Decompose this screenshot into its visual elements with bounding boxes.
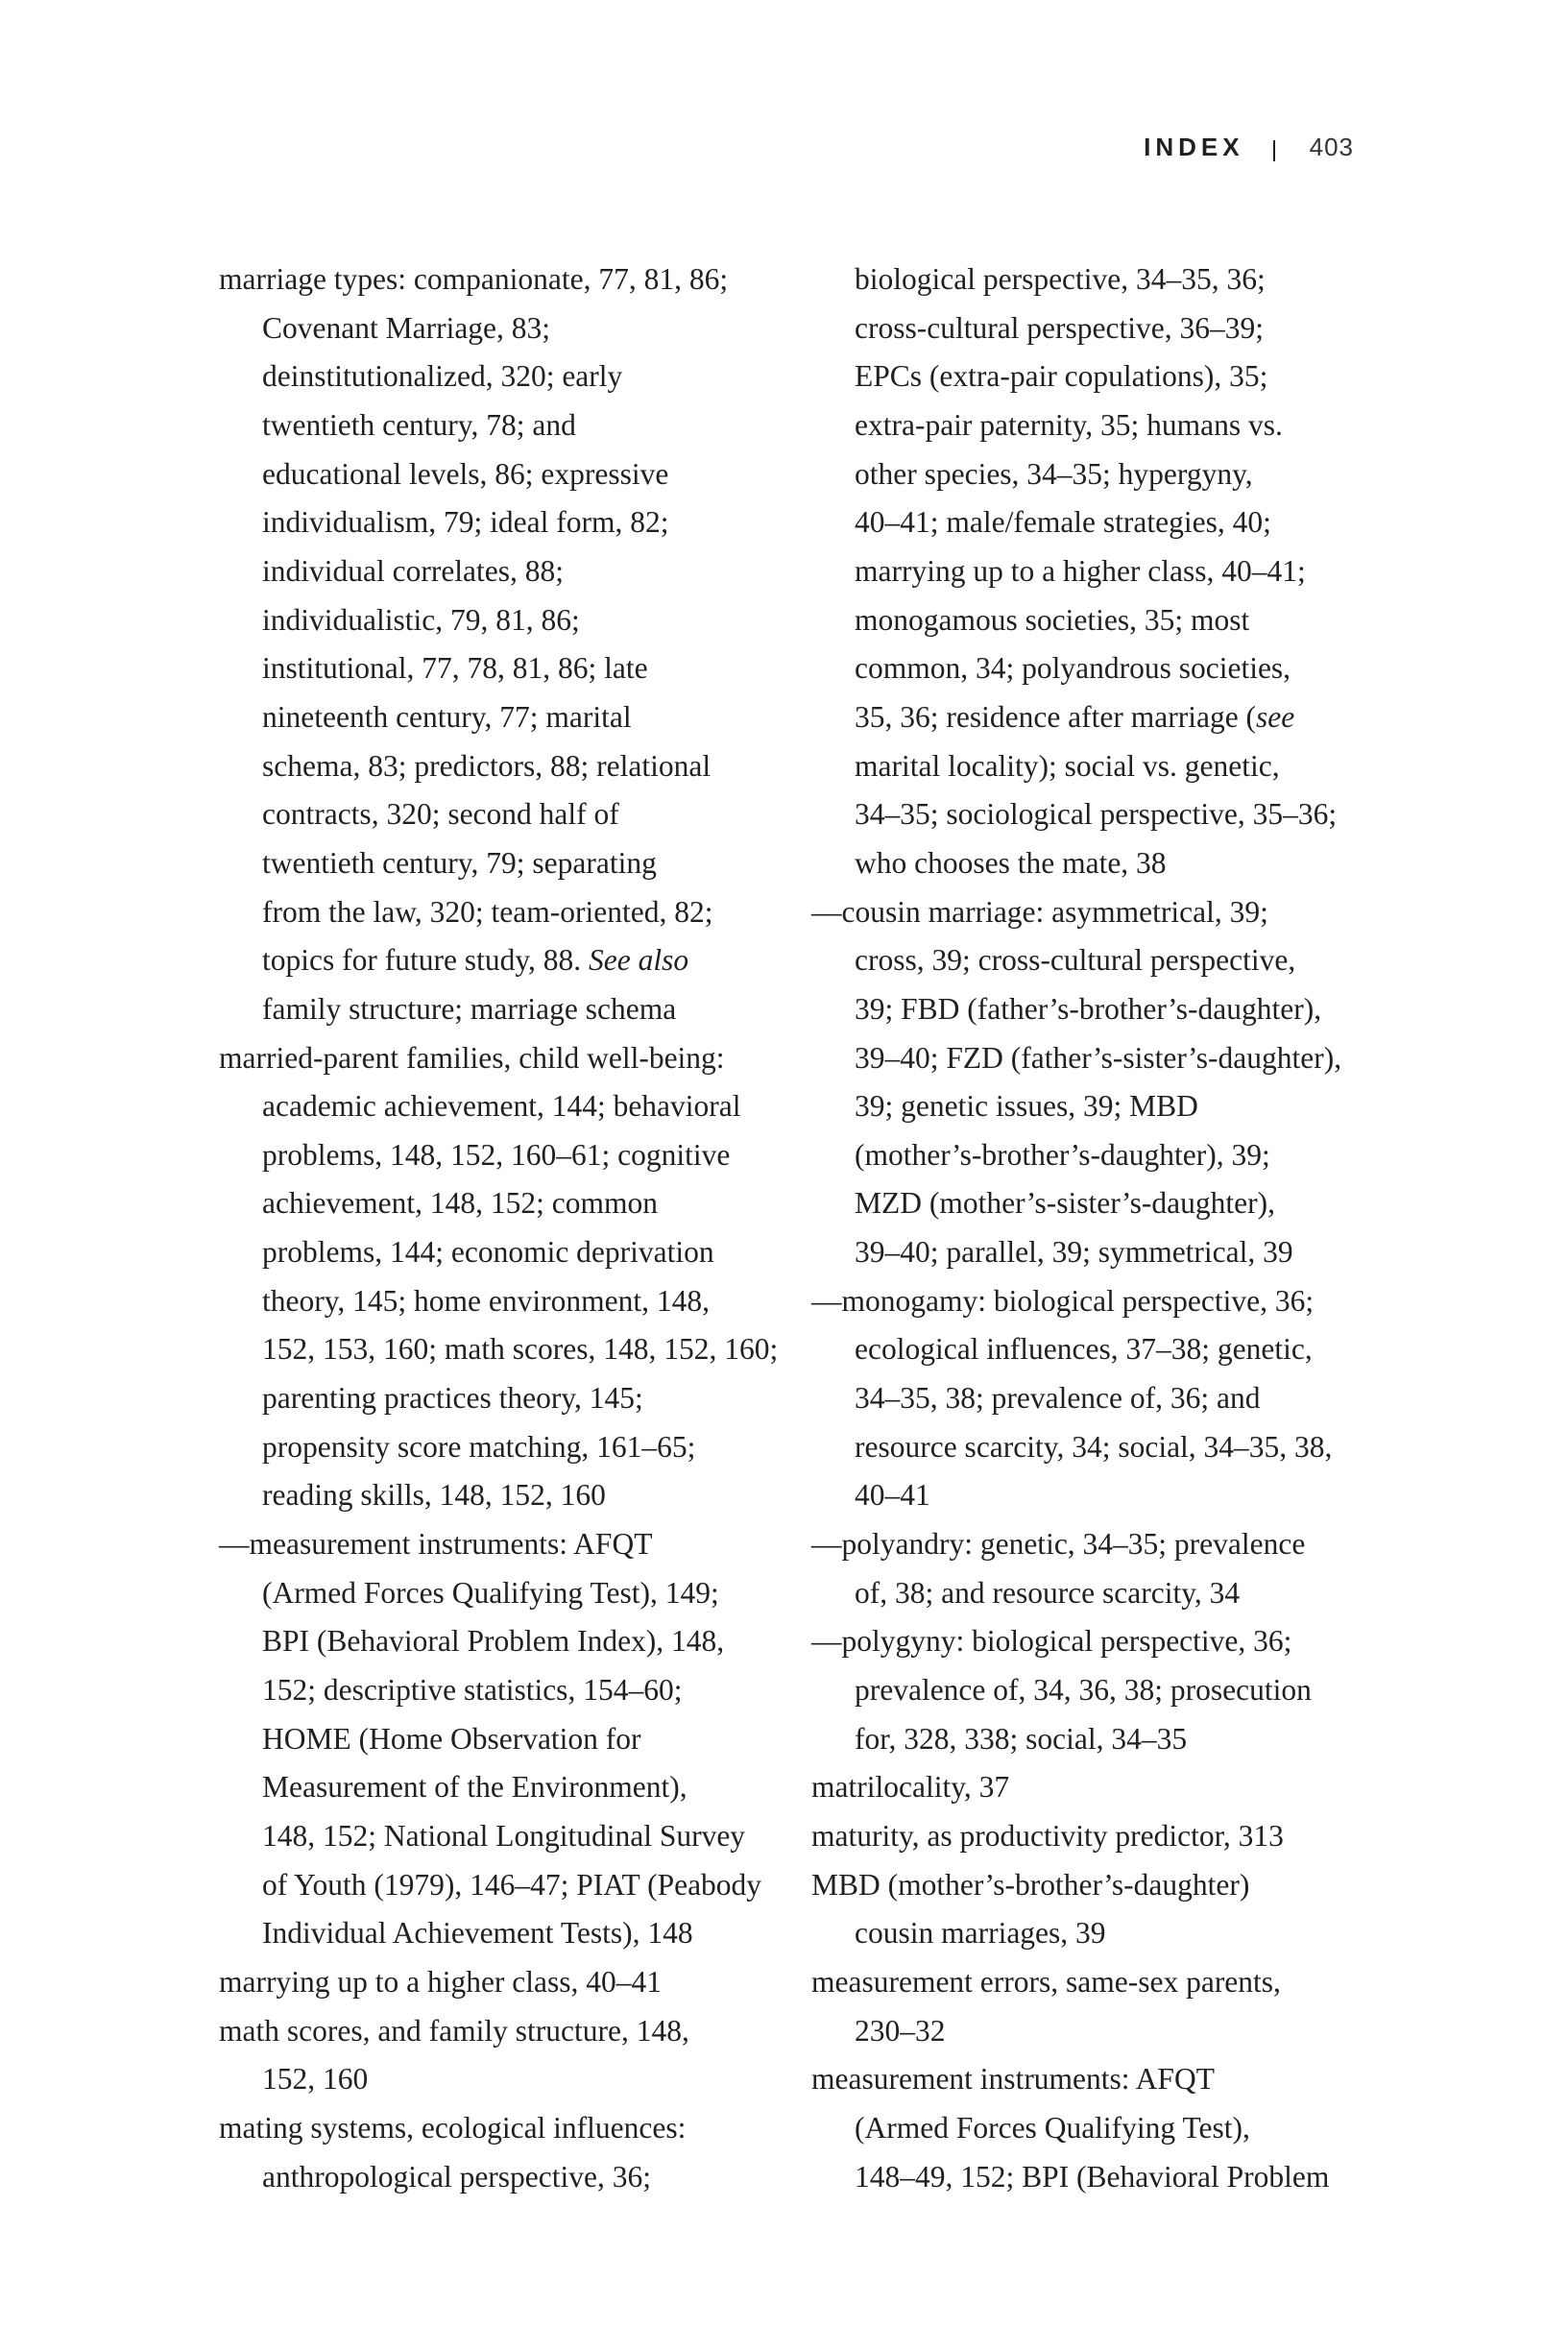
index-entry-continuation (811, 352, 1387, 401)
section-title: INDEX (1144, 133, 1244, 161)
entry-text: 152; descriptive statistics, 154–60; (262, 1673, 683, 1708)
entry-text: contracts, 320; second half of (262, 797, 619, 832)
entry-text: matrilocality, 37 (811, 1770, 1010, 1805)
index-entry (811, 1861, 1387, 1910)
entry-text: 39–40; FZD (father’s-sister’s-daughter), (855, 1040, 1342, 1075)
cross-reference-italic: see (1256, 699, 1295, 734)
index-entry-continuation (219, 1374, 795, 1423)
entry-text: common, 34; polyandrous societies, (855, 651, 1291, 686)
entry-text: 152, 153, 160; math scores, 148, 152, 160; (262, 1332, 779, 1367)
entry-text: prevalence of, 34, 36, 38; prosecution (855, 1673, 1312, 1708)
index-entry (219, 1034, 795, 1083)
entry-text: extra-pair paternity, 35; humans vs. (855, 407, 1283, 442)
entry-text: 40–41; male/female strategies, 40; (855, 505, 1271, 540)
index-subentry (811, 888, 1387, 937)
entry-text: 230–32 (855, 2013, 946, 2048)
index-entry-continuation (811, 255, 1387, 304)
index-entry-continuation (219, 547, 795, 596)
entry-text: BPI (Behavioral Problem Index), 148, (262, 1624, 725, 1659)
index-entry-continuation (811, 839, 1387, 888)
entry-text: achievement, 148, 152; common (262, 1186, 659, 1221)
index-subentry (811, 1617, 1387, 1666)
entry-text: who chooses the mate, 38 (855, 845, 1167, 880)
index-entry-continuation (811, 498, 1387, 547)
index-entry-continuation (811, 304, 1387, 353)
index-column-right (811, 255, 1387, 2201)
index-entry-continuation (219, 1569, 795, 1618)
index-entry-continuation (811, 1082, 1387, 1131)
entry-text: HOME (Home Observation for (262, 1721, 641, 1756)
entry-text: nineteenth century, 77; marital (262, 699, 632, 734)
entry-text: —cousin marriage: asymmetrical, 39; (811, 894, 1268, 929)
entry-text: married-parent families, child well-being: (219, 1040, 725, 1075)
index-entry-continuation (811, 401, 1387, 450)
entry-text: 40–41 (855, 1478, 930, 1513)
index-entry (219, 2104, 795, 2153)
entry-text: measurement instruments: AFQT (811, 2062, 1215, 2097)
index-entry-continuation (811, 596, 1387, 645)
entry-text: of, 38; and resource scarcity, 34 (855, 1575, 1241, 1610)
entry-text: cousin marriages, 39 (855, 1916, 1106, 1951)
entry-text: theory, 145; home environment, 148, (262, 1283, 710, 1318)
entry-text: 152, 160 (262, 2062, 369, 2097)
index-entry-continuation (811, 1569, 1387, 1618)
entry-text: individualism, 79; ideal form, 82; (262, 505, 669, 540)
cross-reference-italic: See also (589, 943, 689, 978)
entry-text: (Armed Forces Qualifying Test), (855, 2110, 1250, 2145)
index-entry-continuation (811, 644, 1387, 693)
index-entry-continuation (219, 693, 795, 742)
index-entry-continuation (219, 1082, 795, 1131)
entry-text: 39–40; parallel, 39; symmetrical, 39 (855, 1235, 1293, 1270)
index-entry-continuation (811, 790, 1387, 839)
entry-text: Covenant Marriage, 83; (262, 310, 551, 345)
index-entry (219, 2007, 795, 2056)
index-entry-continuation (811, 742, 1387, 791)
entry-text: MZD (mother’s-sister’s-daughter), (855, 1186, 1275, 1221)
entry-text: anthropological perspective, 36; (262, 2159, 651, 2194)
index-entry-continuation (219, 1861, 795, 1910)
index-entry-continuation (219, 1277, 795, 1326)
index-entry-continuation (219, 1228, 795, 1277)
entry-text: 35, 36; residence after marriage ( (855, 699, 1257, 734)
entry-text: for, 328, 338; social, 34–35 (855, 1721, 1188, 1756)
index-entry-continuation (811, 1179, 1387, 1228)
index-entry-continuation (811, 985, 1387, 1034)
entry-text: Measurement of the Environment), (262, 1770, 688, 1805)
entry-text: —measurement instruments: AFQT (219, 1527, 653, 1562)
index-entry (811, 2055, 1387, 2104)
index-entry (219, 255, 795, 304)
entry-text: twentieth century, 78; and (262, 407, 576, 442)
index-entry-continuation (219, 790, 795, 839)
index-entry-continuation (219, 304, 795, 353)
entry-text: MBD (mother’s-brother’s-daughter) (811, 1867, 1250, 1902)
index-entry-continuation (219, 1471, 795, 1520)
entry-text: 148, 152; National Longitudinal Survey (262, 1819, 746, 1853)
index-entry-continuation (811, 547, 1387, 596)
index-entry-continuation (219, 888, 795, 937)
index-entry-continuation (219, 644, 795, 693)
index-entry-continuation (219, 1763, 795, 1812)
entry-text: cross, 39; cross-cultural perspective, (855, 943, 1296, 978)
index-entry-continuation (811, 1325, 1387, 1374)
index-entry-continuation (811, 450, 1387, 499)
index-entry-continuation (811, 1715, 1387, 1764)
entry-text: —monogamy: biological perspective, 36; (811, 1283, 1315, 1318)
entry-text: marrying up to a higher class, 40–41; (855, 553, 1306, 588)
index-entry-continuation (219, 1666, 795, 1715)
index-entry-continuation (811, 936, 1387, 985)
entry-text: cross-cultural perspective, 36–39; (855, 310, 1264, 345)
entry-text: —polyandry: genetic, 34–35; prevalence (811, 1527, 1306, 1562)
entry-text: (Armed Forces Qualifying Test), 149; (262, 1575, 719, 1610)
entry-text: individualistic, 79, 81, 86; (262, 602, 580, 637)
entry-text: biological perspective, 34–35, 36; (855, 262, 1266, 296)
header-separator (1273, 140, 1275, 161)
index-entry-continuation (219, 498, 795, 547)
entry-text: ecological influences, 37–38; genetic, (855, 1332, 1313, 1367)
index-entry-continuation (219, 1325, 795, 1374)
index-entry-continuation (811, 1666, 1387, 1715)
index-subentry (219, 1520, 795, 1569)
entry-text: Individual Achievement Tests), 148 (262, 1916, 693, 1951)
entry-text: 39; FBD (father’s-brother’s-daughter), (855, 991, 1322, 1026)
entry-text: parenting practices theory, 145; (262, 1381, 643, 1416)
page-number: 403 (1309, 133, 1354, 161)
entry-text: topics for future study, 88. (262, 943, 590, 978)
index-entry-continuation (811, 2153, 1387, 2202)
entry-text: EPCs (extra-pair copulations), 35; (855, 359, 1268, 394)
index-entry-continuation (219, 1909, 795, 1958)
index-entry (811, 1763, 1387, 1812)
entry-text: educational levels, 86; expressive (262, 456, 669, 491)
entry-text: institutional, 77, 78, 81, 86; late (262, 651, 648, 686)
entry-text: of Youth (1979), 146–47; PIAT (Peabody (262, 1867, 762, 1902)
index-entry-continuation (811, 1228, 1387, 1277)
entry-text: individual correlates, 88; (262, 553, 565, 588)
entry-text: monogamous societies, 35; most (855, 602, 1250, 637)
entry-text: mating systems, ecological influences: (219, 2110, 687, 2145)
entry-text: 34–35, 38; prevalence of, 36; and (855, 1381, 1261, 1416)
index-entry-continuation (811, 1374, 1387, 1423)
entry-text: deinstitutionalized, 320; early (262, 359, 623, 394)
index-entry-continuation (811, 1471, 1387, 1520)
entry-text: twentieth century, 79; separating (262, 845, 657, 880)
entry-text: problems, 144; economic deprivation (262, 1235, 714, 1270)
entry-text: problems, 148, 152, 160–61; cognitive (262, 1137, 731, 1172)
entry-text: 39; genetic issues, 39; MBD (855, 1089, 1198, 1124)
entry-text: maturity, as productivity predictor, 313 (811, 1819, 1284, 1853)
index-entry-continuation (219, 1179, 795, 1228)
index-entry-continuation (219, 1617, 795, 1666)
index-entry-continuation (219, 985, 795, 1034)
entry-text: other species, 34–35; hypergyny, (855, 456, 1253, 491)
entry-text: 34–35; sociological perspective, 35–36; (855, 797, 1338, 832)
entry-text: marriage types: companionate, 77, 81, 86; (219, 262, 729, 296)
index-entry-continuation (219, 742, 795, 791)
entry-text: from the law, 320; team-oriented, 82; (262, 894, 713, 929)
index-entry-continuation (219, 401, 795, 450)
entry-text: 148–49, 152; BPI (Behavioral Problem (855, 2159, 1330, 2194)
entry-text: academic achievement, 144; behavioral (262, 1089, 741, 1124)
index-entry (219, 1958, 795, 2007)
index-entry-continuation (811, 2104, 1387, 2153)
index-subentry (811, 1520, 1387, 1569)
index-entry-continuation (811, 693, 1387, 742)
index-entry-continuation (219, 839, 795, 888)
index-entry-continuation (219, 936, 795, 985)
index-entry-continuation (219, 2055, 795, 2104)
entry-text: (mother’s-brother’s-daughter), 39; (855, 1137, 1270, 1172)
index-entry-continuation (811, 1131, 1387, 1180)
index-entry-continuation (219, 1812, 795, 1861)
entry-text: marital locality); social vs. genetic, (855, 748, 1280, 783)
index-entry-continuation (219, 352, 795, 401)
entry-text: —polygyny: biological perspective, 36; (811, 1624, 1292, 1659)
index-entry-continuation (811, 1034, 1387, 1083)
entry-text: marrying up to a higher class, 40–41 (219, 1964, 663, 1999)
entry-text: family structure; marriage schema (262, 991, 677, 1026)
entry-text: math scores, and family structure, 148, (219, 2013, 689, 2048)
index-entry-continuation (811, 1909, 1387, 1958)
index-entry-continuation (219, 1423, 795, 1472)
index-subentry (811, 1277, 1387, 1326)
running-head (1144, 133, 1354, 162)
entry-text: reading skills, 148, 152, 160 (262, 1478, 606, 1513)
index-entry-continuation (219, 450, 795, 499)
index-entry-continuation (219, 2153, 795, 2202)
index-column-left (219, 255, 795, 2201)
index-entry-continuation (219, 1715, 795, 1764)
index-entry-continuation (219, 1131, 795, 1180)
index-entry (811, 1958, 1387, 2007)
index-entry-continuation (219, 596, 795, 645)
entry-text: resource scarcity, 34; social, 34–35, 38, (855, 1429, 1333, 1464)
index-entry-continuation (811, 1423, 1387, 1472)
entry-text: schema, 83; predictors, 88; relational (262, 748, 712, 783)
index-entry-continuation (811, 2007, 1387, 2056)
index-entry (811, 1812, 1387, 1861)
entry-text: propensity score matching, 161–65; (262, 1429, 696, 1464)
entry-text: measurement errors, same-sex parents, (811, 1964, 1281, 1999)
